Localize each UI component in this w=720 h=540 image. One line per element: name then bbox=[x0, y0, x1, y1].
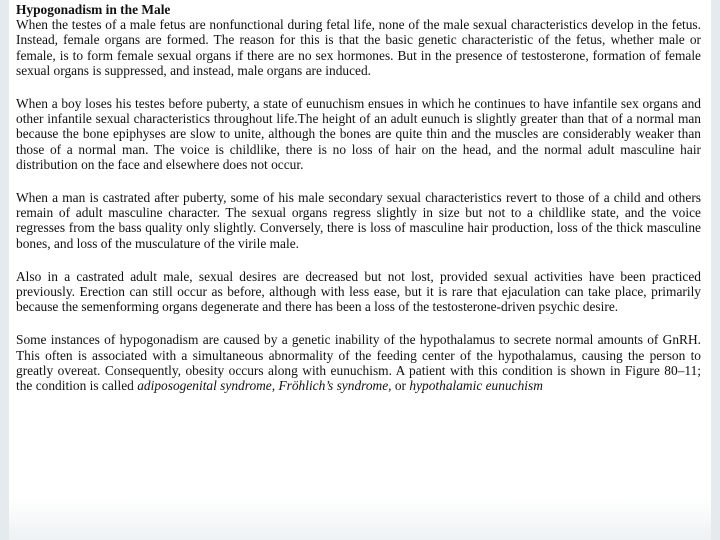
paragraph-fetal-development: When the testes of a male fetus are nonfunctional during fetal life, none of the male sexual characteristics develop in the fetus. Instead, female organs are formed. The reason for this is that the basic genetic characteristic of the fetus, whether male or female, is to form female sexual organs if there are no sex hormones. But in the presence of testosterone, formation of female sexual organs is suppressed, and instead, male organs are induced. bbox=[16, 17, 701, 78]
syndrome-terms: adiposogenital syndrome, Fröhlich’s syndrome, bbox=[137, 378, 392, 394]
hypothalamic-eunuchism-term: hypothalamic eunuchism bbox=[409, 378, 543, 394]
paragraph-hypothalamic-cause bbox=[16, 332, 701, 393]
paragraph-sexual-desire: Also in a castrated adult male, sexual desires are decreased but not lost, provided sexual activities have been practiced previously. Erection can still occur as before, although with less ease, but it is rare that ejaculation can take place, primarily because the semenforming organs degenerate and there has been a loss of the testosterone-driven psychic desire. bbox=[16, 268, 701, 315]
document-title: Hypogonadism in the Male bbox=[16, 2, 171, 17]
document-body bbox=[16, 2, 701, 393]
paragraph-hypothalamic-text: Some instances of hypogonadism are caused by a genetic inability of the hypothalamus to secrete normal amounts of GnRH. This often is associated with a simultaneous abnormality of the feeding center of the hypothalamus, causing the person to greatly overeat. Consequently, obesity occurs along with eunuchism. A patient with this condition is shown in Figure 80–11; the condition is called bbox=[16, 332, 701, 394]
paragraph-prepubertal-loss: When a boy loses his testes before puberty, a state of eunuchism ensues in which he continues to have infantile sex organs and other infantile sexual characteristics throughout life.The height of an adult eunuch is slightly greater than that of a normal man because the bone epiphyses are slow to unite, although the bones are quite thin and the muscles are considerably weaker than those of a normal man. The voice is childlike, there is no loss of hair on the head, and the normal adult masculine hair distribution on the face and elsewhere does not occur. bbox=[16, 96, 701, 172]
paragraph-postpubertal-castration: When a man is castrated after puberty, some of his male secondary sexual characteristics revert to those of a child and others remain of adult masculine character. The sexual organs regress slightly in size but not to a childlike state, and the voice regresses from the bass quality only slightly. Conversely, there is loss of masculine hair production, loss of the thick masculine bones, and loss of the musculature of the virile male. bbox=[16, 190, 701, 251]
syndrome-conjunction: or bbox=[391, 378, 410, 394]
